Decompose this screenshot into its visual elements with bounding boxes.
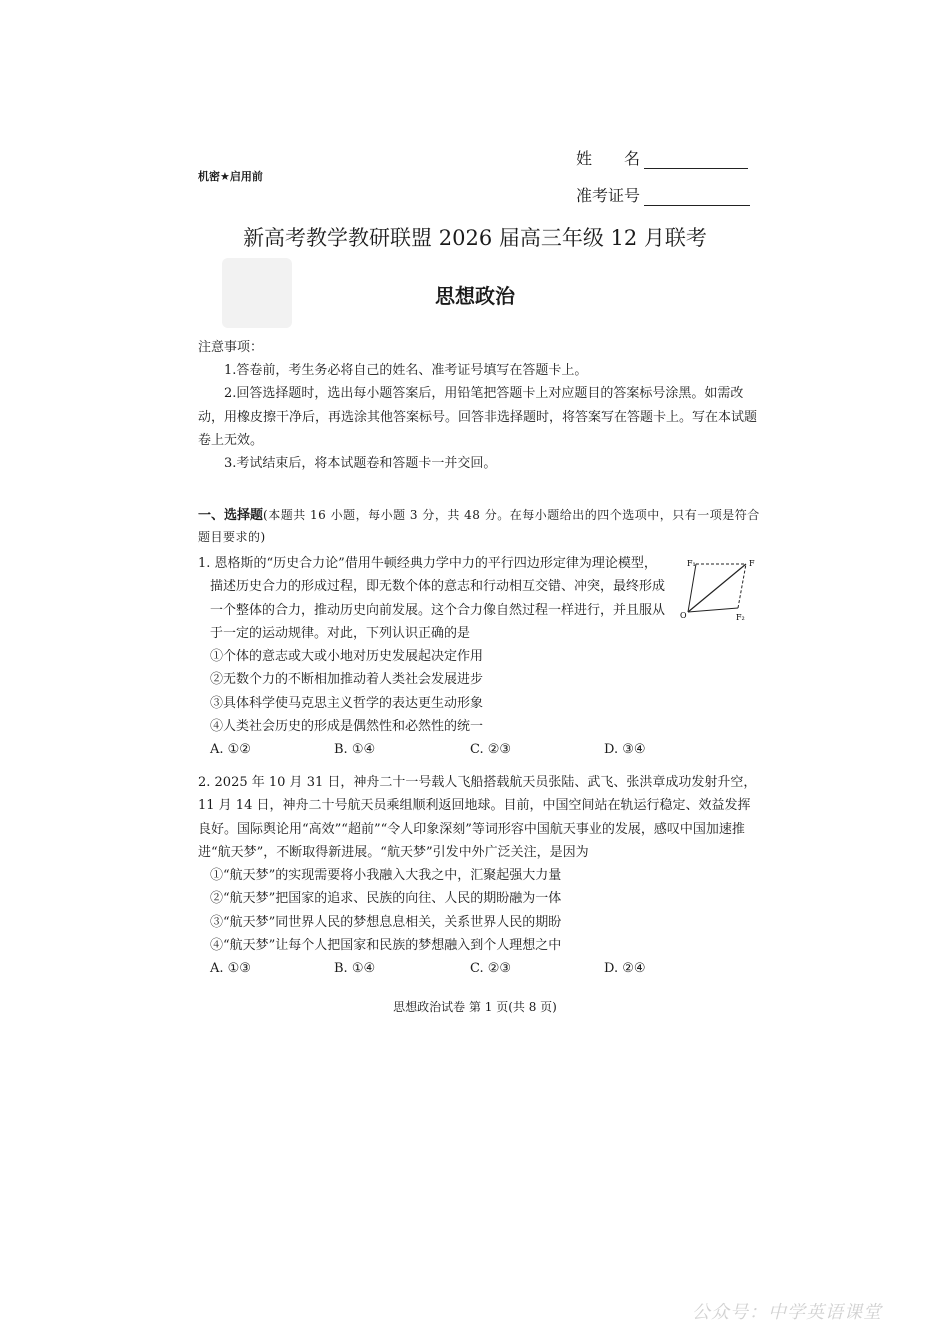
exam-id-field[interactable] <box>576 183 750 206</box>
notice-item: 2.回答选择题时，选出每小题答案后，用铅笔把答题卡上对应题目的答案标号涂黑。如需改动，用橡皮擦干净后，再选涂其他答案标号。回答非选择题时，将答案写在答题卡上。写在本试题卷上无效。 <box>198 386 758 448</box>
name-label: 姓 名 <box>576 149 641 168</box>
notice-item: 3.考试结束后，将本试题卷和答题卡一并交回。 <box>224 456 497 472</box>
exam-title: 新高考教学教研联盟 2026 届高三年级 12 月联考 <box>243 226 707 250</box>
f1-vector <box>688 564 696 612</box>
q2-statement: ④“航天梦”让每个人把国家和民族的梦想融入到个人理想之中 <box>210 938 562 954</box>
exam-id-label: 准考证号 <box>576 186 641 205</box>
notice-heading: 注意事项： <box>198 340 264 355</box>
q1-stem-line: 于一定的运动规律。对此，下列认识正确的是 <box>210 625 471 641</box>
confidential-label: 机密★启用前 <box>198 170 263 183</box>
subject-title: 思想政治 <box>435 284 515 308</box>
q1-stem-line: 一个整体的合力，推动历史向前发展。这个合力像自然过程一样进行，并且服从 <box>210 602 666 618</box>
name-blank[interactable] <box>644 152 748 169</box>
label-f2: F₂ <box>736 613 745 622</box>
q2-option-a[interactable]: A. ①③ <box>210 961 251 977</box>
label-f1: F₁ <box>687 559 696 568</box>
f2-vector <box>688 608 738 612</box>
notice-list <box>198 359 758 475</box>
q2-options <box>198 957 758 980</box>
q1-stem-line: 描述历史合力的形成过程，即无数个体的意志和行动相互交错、冲突，最终形成 <box>210 579 666 595</box>
q1-stem-line: 1. 恩格斯的“历史合力论”借用牛顿经典力学中力的平行四边形定律为理论模型， <box>198 556 657 571</box>
force-parallelogram-diagram <box>680 556 760 626</box>
name-field[interactable] <box>576 146 748 169</box>
q1-option-b[interactable]: B. ①④ <box>334 742 376 758</box>
q1-option-c[interactable]: C. ②③ <box>470 742 512 758</box>
page-footer: 思想政治试卷 第 1 页(共 8 页) <box>393 1000 557 1014</box>
q2-option-c[interactable]: C. ②③ <box>470 961 512 977</box>
label-f: F <box>749 559 755 568</box>
question-2 <box>198 771 758 981</box>
q1-statement: ③具体科学使马克思主义哲学的表达更生动形象 <box>210 695 484 711</box>
label-o: O <box>680 611 687 620</box>
notice-item: 1.答卷前，考生务必将自己的姓名、准考证号填写在答题卡上。 <box>224 363 588 378</box>
section-title: 一、选择题 <box>198 508 264 523</box>
section-header <box>198 505 770 548</box>
resultant-vector <box>688 564 746 612</box>
q2-stem: 2. 2025 年 10 月 31 日，神舟二十一号载人飞船搭载航天员张陆、武飞、张洪章成功发射升空，11 月 14 日，神舟二十号航天员乘组顺利返回地球。目前，中国空间站在轨运行稳定、效益发挥良好。国际舆论用“高效”“超前”“令人印象深刻”等词形容中国航天事业的发展，感叹中国加速推进“航天梦”，不断取得新进展。“航天梦”引发中外广泛关注，是因为 <box>198 775 757 860</box>
q2-statement: ③“航天梦”同世界人民的梦想息息相关，关系世界人民的期盼 <box>210 914 562 930</box>
q1-statement: ④人类社会历史的形成是偶然性和必然性的统一 <box>210 719 484 735</box>
q2-statement: ②“航天梦”把国家的追求、民族的向往、人民的期盼融为一体 <box>210 891 562 907</box>
q2-option-b[interactable]: B. ①④ <box>334 961 376 977</box>
watermark-text: 公众号：中学英语课堂 <box>692 1302 882 1323</box>
q2-statement: ①“航天梦”的实现需要将小我融入大我之中，汇聚起强大力量 <box>210 868 562 884</box>
q2-option-d[interactable]: D. ②④ <box>604 961 646 977</box>
exam-id-blank[interactable] <box>644 189 750 206</box>
q1-statement: ②无数个力的不断相加推动着人类社会发展进步 <box>210 672 484 688</box>
section-description: (本题共 16 小题，每小题 3 分，共 48 分。在每小题给出的四个选项中，只有一项是符合题目要求的) <box>198 508 760 544</box>
q1-options <box>198 738 770 761</box>
dashed-right <box>738 564 746 608</box>
q1-statement: ①个体的意志或大或小地对历史发展起决定作用 <box>210 649 484 665</box>
q1-option-a[interactable]: A. ①② <box>210 742 251 758</box>
q1-option-d[interactable]: D. ③④ <box>604 742 646 758</box>
